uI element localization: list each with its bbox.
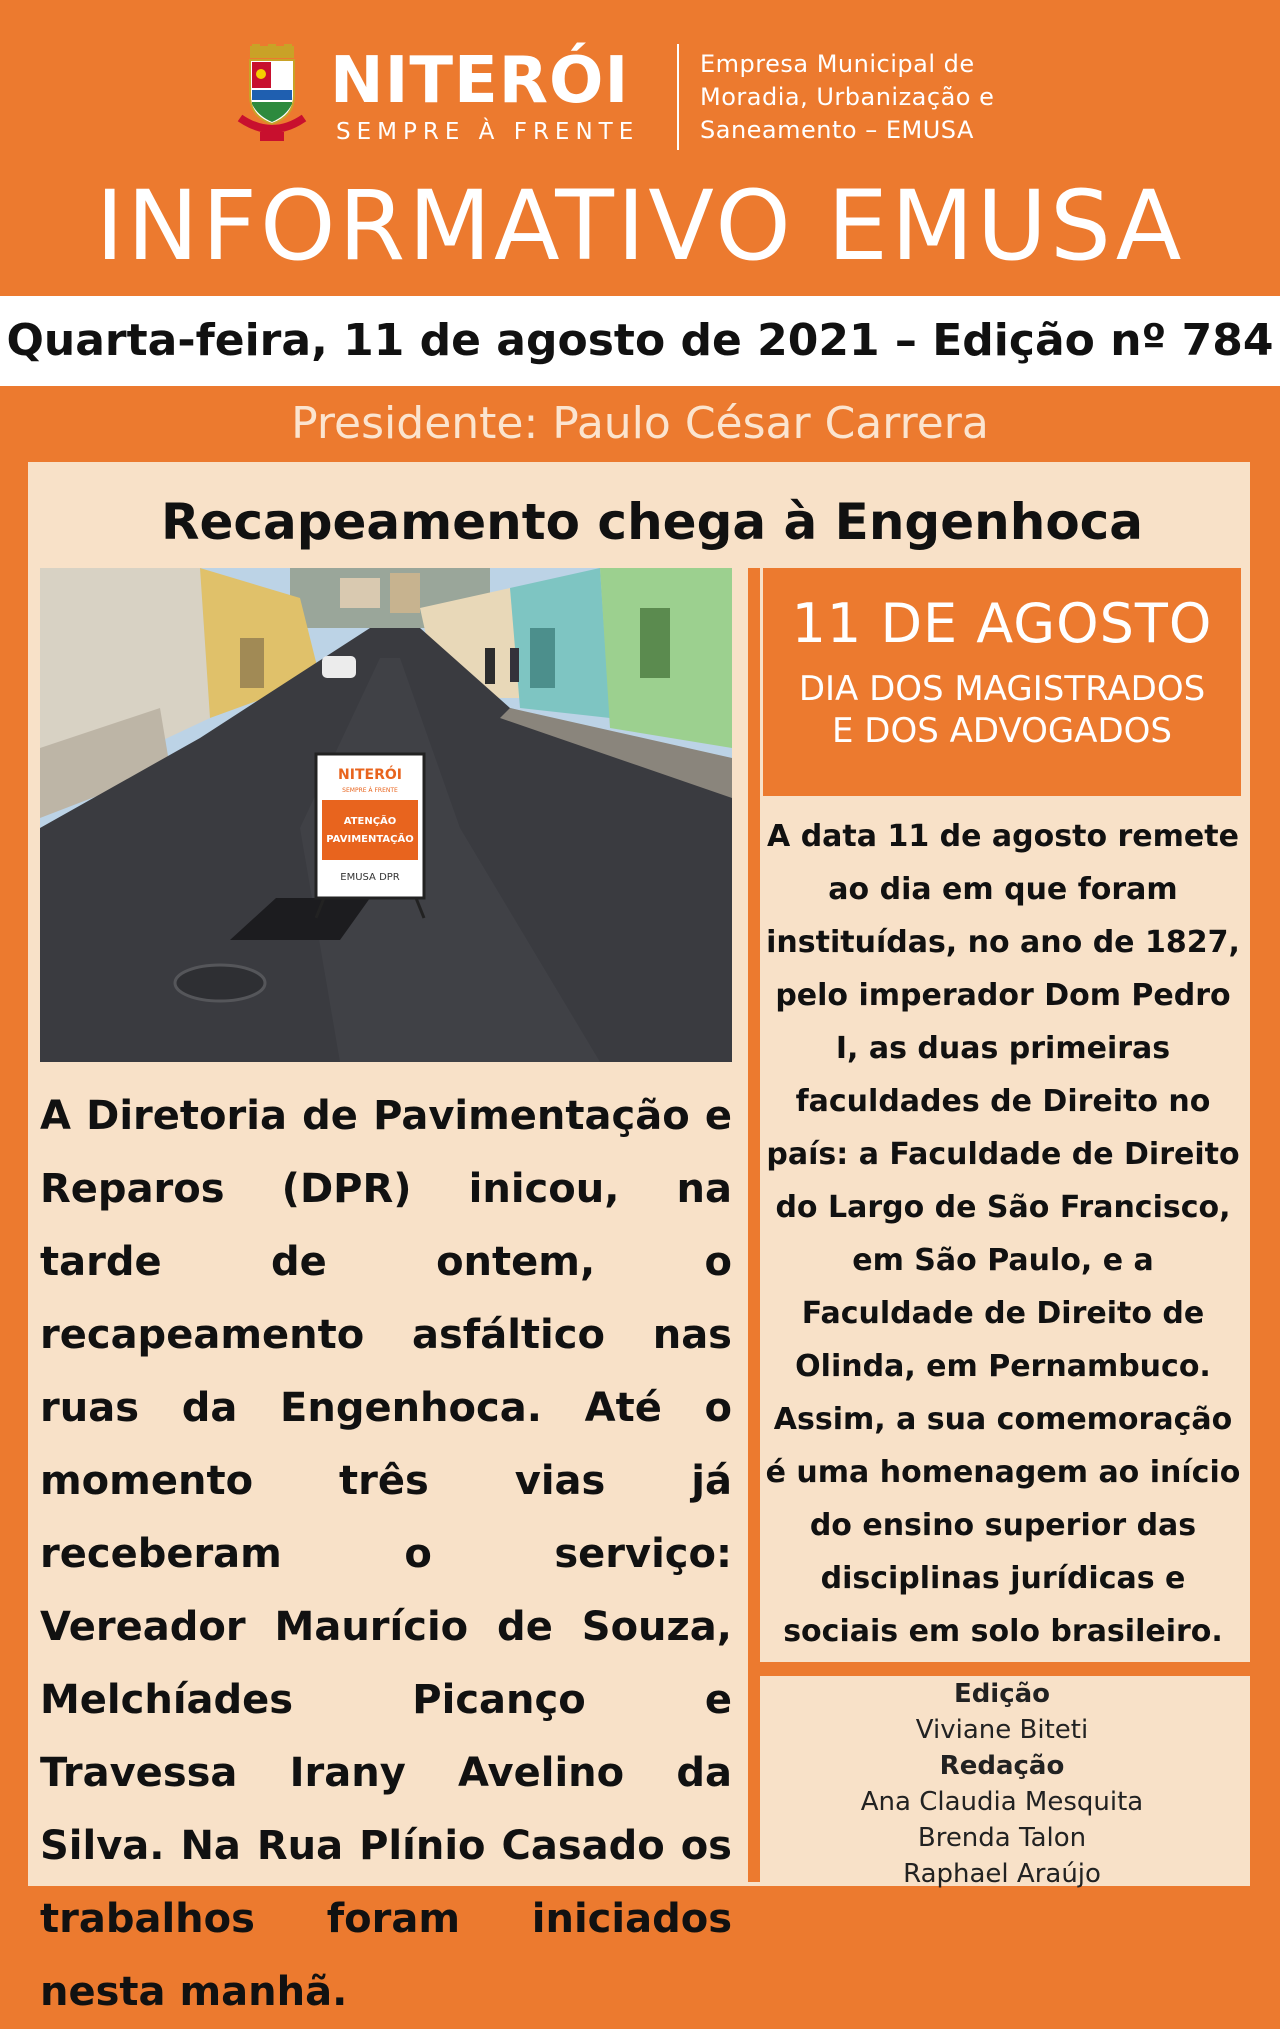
brand-tagline: SEMPRE À FRENTE [336,119,640,145]
president-line: Presidente: Paulo César Carrera [291,398,989,449]
sign-warning-1: ATENÇÃO [343,816,397,827]
sidebar-text: A data 11 de agosto remete ao dia em que foram instituídas, no ano de 1827, pelo imperador Dom Pedro I, as duas primeiras faculdades de Direito no país: a Faculdade de Direito do Largo de São Francisco, em São Paulo, e a Faculdade de Direito de Olinda, em Pernambuco. Assim, a sua comemoração é uma homenagem ao início do ensino superior das disciplinas jurídicas e sociais em solo brasileiro. [765,819,1241,1649]
org-line-3: Saneamento – EMUSA [700,116,974,144]
writer-name: Brenda Talon [917,1823,1087,1853]
content-panel [28,462,1250,2015]
article-body: A Diretoria de Pavimentação e Reparos (DPR) inicou, na tarde de ontem, o recapeamento asfáltico nas ruas da Engenhoca. Até o momento três vias já receberam o serviço: Vereador Maurício de Souza, Melchíades Picanço e Travessa Irany Avelino da Silva. Na Rua Plínio Casado os trabalhos foram iniciados nesta manhã. [40,1093,732,2015]
newsletter-title: INFORMATIVO EMUSA [95,170,1185,282]
dateline: Quarta-feira, 11 de agosto de 2021 – Edição nº 784 [6,315,1274,366]
callout-subtitle-line-2: E DOS ADVOGADOS [831,711,1173,751]
writing-label: Redação [939,1751,1065,1781]
sign-tagline: SEMPRE À FRENTE [342,787,398,794]
callout-date: 11 DE AGOSTO [791,592,1213,655]
callout-subtitle [763,668,1241,752]
writer-name: Ana Claudia Mesquita [860,1787,1144,1817]
sign-footer: EMUSA DPR [340,872,400,883]
org-line-1: Empresa Municipal de [700,50,975,78]
sign-brand: NITERÓI [338,767,402,783]
org-line-2: Moradia, Urbanização e [700,83,995,111]
credits-divider [760,1662,1250,1676]
writer-name: Raphael Araújo [903,1859,1101,1889]
city-coat-of-arms-logo [236,44,308,144]
edition-name: Viviane Biteti [915,1715,1089,1745]
brand-name: NITERÓI [330,44,630,118]
credits-box [763,1676,1241,1892]
date-callout [763,568,1241,796]
dateline-bar [0,296,1280,386]
column-divider [748,568,760,1882]
street-paving-photo [40,568,732,1062]
organization-name [700,48,1120,147]
sign-warning-2: PAVIMENTAÇÃO [326,834,414,845]
callout-subtitle-line-1: DIA DOS MAGISTRADOS [798,669,1206,709]
article-headline: Recapeamento chega à Engenhoca [160,493,1144,551]
header-divider [677,44,679,150]
edition-label: Edição [953,1679,1051,1709]
paving-warning-sign [316,754,424,918]
